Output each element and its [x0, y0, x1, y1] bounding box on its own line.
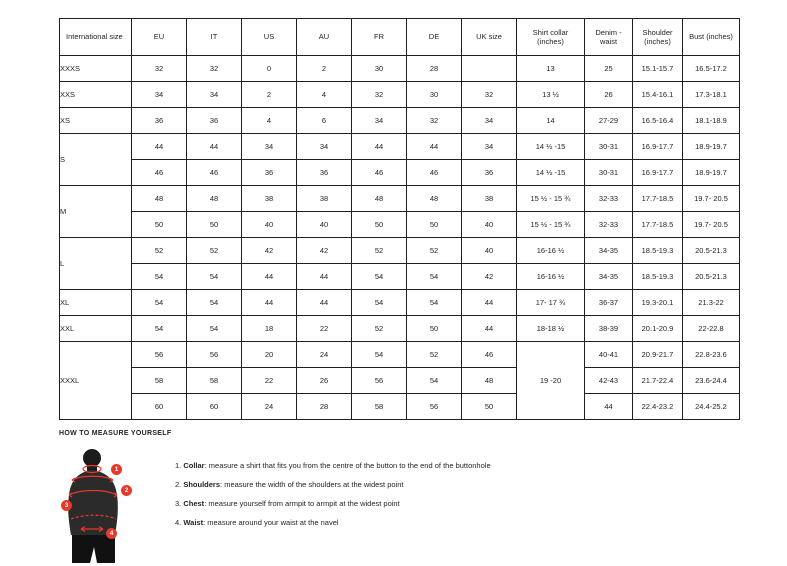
cell-uk-size: 44 — [462, 316, 517, 342]
cell-fr: 52 — [352, 316, 407, 342]
cell-fr: 30 — [352, 56, 407, 82]
cell-shirt-collar-inches: 14 ½ -15 — [517, 134, 585, 160]
measure-step: 2. Shoulders: measure the width of the shoulders at the widest point — [175, 480, 404, 490]
table-body — [60, 56, 740, 420]
cell-fr: 58 — [352, 394, 407, 420]
col-header-fr: FR — [352, 19, 407, 56]
measure-step-text: : measure the width of the shoulders at the widest point — [220, 480, 404, 490]
cell-international-size: XS — [60, 108, 132, 134]
cell-shoulder-inches: 15.1-15.7 — [633, 56, 683, 82]
cell-shirt-collar-inches: 18-18 ½ — [517, 316, 585, 342]
cell-bust-inches: 22.8-23.6 — [683, 342, 740, 368]
cell-de: 54 — [407, 264, 462, 290]
cell-it: 54 — [187, 264, 242, 290]
badge-4-waist: 4 — [106, 528, 117, 539]
cell-shoulder-inches: 20.1-20.9 — [633, 316, 683, 342]
how-to-measure-section — [59, 430, 739, 565]
cell-de: 50 — [407, 212, 462, 238]
cell-bust-inches: 18.9-19.7 — [683, 160, 740, 186]
cell-eu: 48 — [132, 186, 187, 212]
cell-international-size: XXS — [60, 82, 132, 108]
cell-it: 36 — [187, 108, 242, 134]
cell-bust-inches: 16.5-17.2 — [683, 56, 740, 82]
cell-us: 40 — [242, 212, 297, 238]
cell-fr: 46 — [352, 160, 407, 186]
col-header-it: IT — [187, 19, 242, 56]
cell-shoulder-inches: 15.4-16.1 — [633, 82, 683, 108]
cell-de: 30 — [407, 82, 462, 108]
cell-us: 4 — [242, 108, 297, 134]
cell-us: 20 — [242, 342, 297, 368]
cell-us: 0 — [242, 56, 297, 82]
table-row — [60, 238, 740, 264]
table-row — [60, 186, 740, 212]
cell-eu: 32 — [132, 56, 187, 82]
cell-bust-inches: 19.7- 20.5 — [683, 212, 740, 238]
cell-de: 28 — [407, 56, 462, 82]
body-diagram — [59, 447, 169, 565]
cell-au: 22 — [297, 316, 352, 342]
cell-shirt-collar-inches: 16-16 ½ — [517, 264, 585, 290]
measure-step-number: 3 — [175, 499, 180, 509]
cell-eu: 46 — [132, 160, 187, 186]
cell-shirt-collar-inches: 14 ½ -15 — [517, 160, 585, 186]
col-header-uk-size: UK size — [462, 19, 517, 56]
cell-uk-size: 34 — [462, 108, 517, 134]
cell-de: 46 — [407, 160, 462, 186]
cell-us: 36 — [242, 160, 297, 186]
cell-eu: 52 — [132, 238, 187, 264]
cell-de: 32 — [407, 108, 462, 134]
table-row — [60, 82, 740, 108]
cell-de: 48 — [407, 186, 462, 212]
cell-shoulder-inches: 20.9-21.7 — [633, 342, 683, 368]
cell-eu: 56 — [132, 342, 187, 368]
cell-eu: 60 — [132, 394, 187, 420]
cell-it: 34 — [187, 82, 242, 108]
col-header-de: DE — [407, 19, 462, 56]
cell-international-size: S — [60, 134, 132, 186]
cell-denim-waist: 32-33 — [585, 212, 633, 238]
col-header-bust: Bust (inches) — [683, 19, 740, 56]
cell-fr: 56 — [352, 368, 407, 394]
size-chart-table — [59, 18, 740, 420]
cell-bust-inches: 18.1-18.9 — [683, 108, 740, 134]
cell-denim-waist: 30-31 — [585, 160, 633, 186]
col-header-au: AU — [297, 19, 352, 56]
cell-au: 4 — [297, 82, 352, 108]
cell-fr: 52 — [352, 238, 407, 264]
cell-au: 24 — [297, 342, 352, 368]
cell-denim-waist: 44 — [585, 394, 633, 420]
table-row — [60, 368, 740, 394]
cell-uk-size: 34 — [462, 134, 517, 160]
cell-uk-size: 40 — [462, 238, 517, 264]
cell-denim-waist: 26 — [585, 82, 633, 108]
cell-shirt-collar-inches: 16-16 ½ — [517, 238, 585, 264]
cell-au: 28 — [297, 394, 352, 420]
cell-au: 44 — [297, 264, 352, 290]
cell-shirt-collar: 19 -20 — [517, 342, 585, 420]
cell-uk-size: 44 — [462, 290, 517, 316]
cell-us: 42 — [242, 238, 297, 264]
cell-it: 32 — [187, 56, 242, 82]
cell-it: 56 — [187, 342, 242, 368]
cell-it: 60 — [187, 394, 242, 420]
cell-shoulder-inches: 18.5-19.3 — [633, 264, 683, 290]
cell-fr: 54 — [352, 264, 407, 290]
cell-denim-waist: 40-41 — [585, 342, 633, 368]
cell-shoulder-inches: 17.7-18.5 — [633, 186, 683, 212]
cell-shirt-collar-inches: 13 — [517, 56, 585, 82]
cell-it: 54 — [187, 316, 242, 342]
cell-uk-size: 38 — [462, 186, 517, 212]
cell-bust-inches: 22-22.8 — [683, 316, 740, 342]
cell-denim-waist: 27-29 — [585, 108, 633, 134]
how-to-measure-title: HOW TO MEASURE YOURSELF — [59, 430, 172, 437]
measure-step-text: : measure around your waist at the navel — [203, 518, 339, 528]
measure-step: 3. Chest: measure yourself from armpit to armpit at the widest point — [175, 499, 400, 509]
cell-de: 52 — [407, 238, 462, 264]
cell-fr: 32 — [352, 82, 407, 108]
cell-au: 26 — [297, 368, 352, 394]
cell-au: 42 — [297, 238, 352, 264]
cell-it: 44 — [187, 134, 242, 160]
cell-bust-inches: 18.9-19.7 — [683, 134, 740, 160]
cell-shoulder-inches: 19.3-20.1 — [633, 290, 683, 316]
cell-au: 2 — [297, 56, 352, 82]
cell-shoulder-inches: 18.5-19.3 — [633, 238, 683, 264]
table-row — [60, 290, 740, 316]
measure-step-text: : measure a shirt that fits you from the centre of the button to the end of the buttonhole — [204, 461, 491, 470]
measure-step-label: Collar — [183, 461, 205, 470]
cell-us: 2 — [242, 82, 297, 108]
cell-us: 22 — [242, 368, 297, 394]
cell-us: 34 — [242, 134, 297, 160]
cell-eu: 44 — [132, 134, 187, 160]
table-row — [60, 212, 740, 238]
cell-au: 6 — [297, 108, 352, 134]
cell-fr: 54 — [352, 342, 407, 368]
cell-denim-waist: 34-35 — [585, 264, 633, 290]
table-row — [60, 134, 740, 160]
measure-step-number: 2 — [175, 480, 180, 490]
cell-shirt-collar-inches: 15 ½ - 15 ¾ — [517, 212, 585, 238]
measure-step-number: 4 — [175, 518, 180, 528]
table-row — [60, 56, 740, 82]
cell-denim-waist: 34-35 — [585, 238, 633, 264]
cell-international-size: XXXL — [60, 342, 132, 420]
table-row — [60, 342, 740, 368]
col-header-denim-waist: Denim - waist — [585, 19, 633, 56]
col-header-us: US — [242, 19, 297, 56]
cell-uk-size: 42 — [462, 264, 517, 290]
cell-uk-size: 48 — [462, 368, 517, 394]
cell-fr: 54 — [352, 290, 407, 316]
cell-de: 52 — [407, 342, 462, 368]
cell-uk-size: 46 — [462, 342, 517, 368]
cell-bust-inches: 17.3-18.1 — [683, 82, 740, 108]
cell-it: 58 — [187, 368, 242, 394]
cell-eu: 50 — [132, 212, 187, 238]
cell-de: 50 — [407, 316, 462, 342]
measure-step-label: Chest — [183, 499, 205, 509]
cell-it: 48 — [187, 186, 242, 212]
cell-au: 36 — [297, 160, 352, 186]
cell-us: 44 — [242, 290, 297, 316]
table-row — [60, 160, 740, 186]
cell-shoulder-inches: 22.4-23.2 — [633, 394, 683, 420]
cell-bust-inches: 23.6-24.4 — [683, 368, 740, 394]
cell-eu: 54 — [132, 316, 187, 342]
measure-step-number: 1 — [175, 461, 180, 470]
cell-au: 34 — [297, 134, 352, 160]
cell-uk-size: 36 — [462, 160, 517, 186]
cell-denim-waist: 42-43 — [585, 368, 633, 394]
badge-3-chest: 3 — [61, 500, 72, 511]
cell-au: 44 — [297, 290, 352, 316]
cell-shirt-collar-inches: 14 — [517, 108, 585, 134]
cell-shoulder-inches: 17.7-18.5 — [633, 212, 683, 238]
col-header-eu: EU — [132, 19, 187, 56]
cell-fr: 44 — [352, 134, 407, 160]
cell-uk-size: 50 — [462, 394, 517, 420]
cell-shirt-collar-inches: 17- 17 ¾ — [517, 290, 585, 316]
cell-us: 38 — [242, 186, 297, 212]
cell-fr: 48 — [352, 186, 407, 212]
cell-it: 52 — [187, 238, 242, 264]
cell-bust-inches: 21.3-22 — [683, 290, 740, 316]
cell-fr: 34 — [352, 108, 407, 134]
col-header-shirt-collar: Shirt collar (inches) — [517, 19, 585, 56]
cell-au: 38 — [297, 186, 352, 212]
cell-shoulder-inches: 21.7-22.4 — [633, 368, 683, 394]
cell-uk-size — [462, 56, 517, 82]
cell-bust-inches: 20.5-21.3 — [683, 238, 740, 264]
cell-uk-size: 32 — [462, 82, 517, 108]
cell-international-size: L — [60, 238, 132, 290]
cell-international-size: M — [60, 186, 132, 238]
cell-au: 40 — [297, 212, 352, 238]
cell-denim-waist: 38-39 — [585, 316, 633, 342]
cell-fr: 50 — [352, 212, 407, 238]
cell-eu: 58 — [132, 368, 187, 394]
measure-step-label: Shoulders — [183, 480, 221, 490]
table-header-row — [60, 19, 740, 56]
cell-de: 56 — [407, 394, 462, 420]
cell-international-size: XL — [60, 290, 132, 316]
badge-1-collar: 1 — [111, 464, 122, 475]
cell-de: 54 — [407, 290, 462, 316]
cell-us: 24 — [242, 394, 297, 420]
cell-shirt-collar-inches: 13 ½ — [517, 82, 585, 108]
how-to-measure-body — [59, 447, 739, 565]
cell-shirt-collar-inches: 15 ½ - 15 ¾ — [517, 186, 585, 212]
measure-step-text: : measure yourself from armpit to armpit at the widest point — [204, 499, 400, 509]
cell-denim-waist: 32-33 — [585, 186, 633, 212]
cell-international-size: XXL — [60, 316, 132, 342]
cell-de: 54 — [407, 368, 462, 394]
cell-uk-size: 40 — [462, 212, 517, 238]
cell-eu: 34 — [132, 82, 187, 108]
col-header-shoulder: Shoulder (inches) — [633, 19, 683, 56]
cell-shoulder-inches: 16.9-17.7 — [633, 160, 683, 186]
cell-bust-inches: 24.4-25.2 — [683, 394, 740, 420]
cell-bust-inches: 19.7- 20.5 — [683, 186, 740, 212]
cell-eu: 54 — [132, 290, 187, 316]
cell-it: 46 — [187, 160, 242, 186]
cell-it: 54 — [187, 290, 242, 316]
measure-step: 4. Waist: measure around your waist at the navel — [175, 518, 339, 528]
cell-international-size: XXXS — [60, 56, 132, 82]
measure-steps-list — [175, 447, 491, 538]
cell-us: 44 — [242, 264, 297, 290]
cell-it: 50 — [187, 212, 242, 238]
cell-denim-waist: 25 — [585, 56, 633, 82]
cell-de: 44 — [407, 134, 462, 160]
cell-shoulder-inches: 16.9-17.7 — [633, 134, 683, 160]
cell-denim-waist: 30-31 — [585, 134, 633, 160]
measure-step: 1. Collar: measure a shirt that fits you from the centre of the button to the end of the buttonhole — [175, 461, 491, 470]
table-row — [60, 394, 740, 420]
table-row — [60, 264, 740, 290]
table-row — [60, 316, 740, 342]
cell-denim-waist: 36-37 — [585, 290, 633, 316]
badge-2-shoulders: 2 — [121, 485, 132, 496]
cell-eu: 36 — [132, 108, 187, 134]
col-header-international-size: International size — [60, 19, 132, 56]
table-row — [60, 108, 740, 134]
measure-step-label: Waist — [183, 518, 204, 528]
cell-shoulder-inches: 16.5-16.4 — [633, 108, 683, 134]
cell-us: 18 — [242, 316, 297, 342]
cell-eu: 54 — [132, 264, 187, 290]
cell-bust-inches: 20.5-21.3 — [683, 264, 740, 290]
